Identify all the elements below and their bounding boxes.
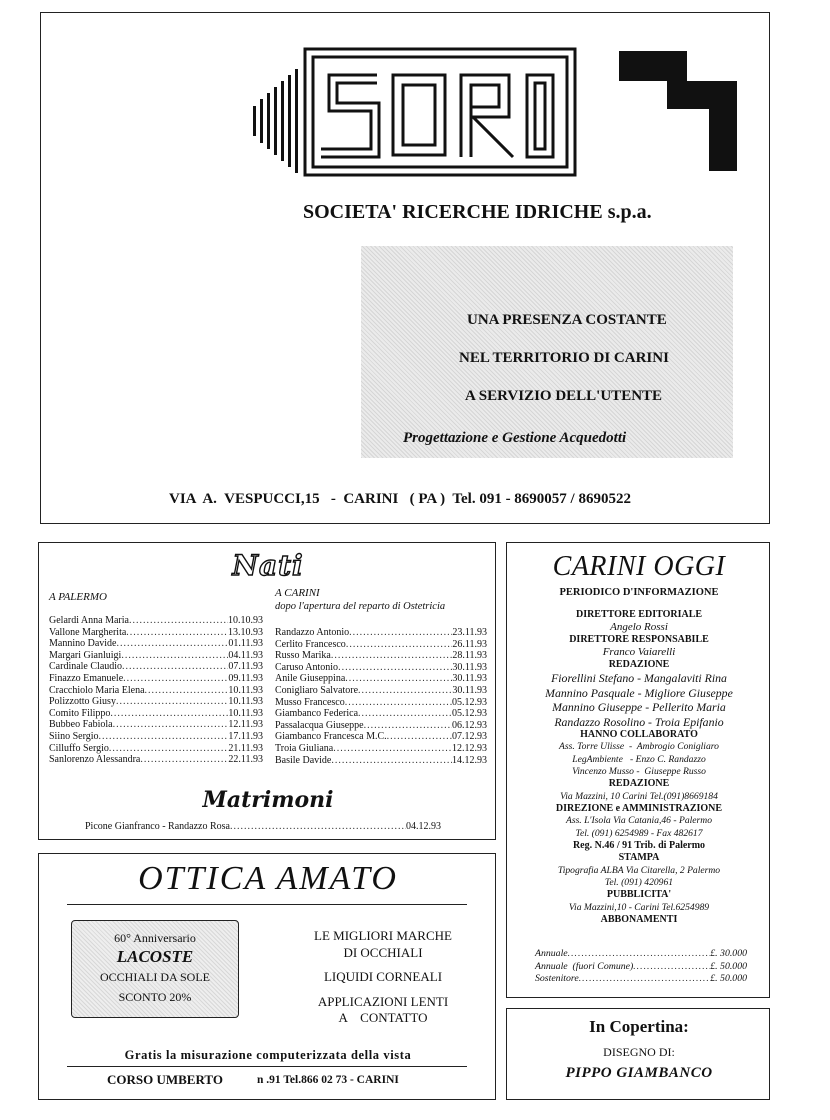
dot-leader xyxy=(345,673,452,685)
ottica-features xyxy=(295,928,471,1027)
masthead-line: DIREZIONE e AMMINISTRAZIONE xyxy=(555,803,723,815)
divider xyxy=(67,1066,467,1067)
birth-entry xyxy=(275,673,487,685)
dot-leader xyxy=(122,661,228,673)
subscription-price: £. 50.000 xyxy=(710,960,747,972)
dot-leader xyxy=(338,662,452,674)
copertina-title: In Copertina: xyxy=(589,1017,689,1036)
dot-leader xyxy=(230,821,406,833)
birth-date: 09.11.93 xyxy=(228,672,263,684)
birth-date: 30.11.93 xyxy=(452,661,487,673)
birth-name: Comito Filippo xyxy=(49,707,111,719)
birth-entry xyxy=(49,638,263,650)
birth-entry xyxy=(275,662,487,674)
birth-entry xyxy=(49,661,263,673)
feature-line-1: LE MIGLIORI MARCHE xyxy=(314,928,452,943)
subscription-row xyxy=(535,973,747,986)
birth-date: 10.11.93 xyxy=(228,696,263,708)
birth-entry xyxy=(275,720,487,732)
masthead-line: DIRETTORE RESPONSABILE xyxy=(569,633,709,645)
dot-leader xyxy=(349,627,452,639)
birth-date: 17.11.93 xyxy=(228,730,263,742)
birth-entry xyxy=(49,673,263,685)
carini-heading: A CARINI xyxy=(275,587,320,599)
birth-entry xyxy=(275,685,487,697)
birth-entry xyxy=(275,639,487,651)
slogan-panel xyxy=(361,246,733,458)
birth-name: Giambanco Francesca M.C. xyxy=(275,731,387,743)
dot-leader xyxy=(110,708,228,720)
dot-leader xyxy=(121,650,228,662)
dot-leader xyxy=(140,754,228,766)
masthead-line: REDAZIONE xyxy=(608,778,670,790)
birth-date: 13.10.93 xyxy=(228,626,263,638)
birth-date: 12.12.93 xyxy=(452,742,487,754)
feature-line-5: A CONTATTO xyxy=(338,1010,428,1025)
masthead-line: HANNO COLLABORATO xyxy=(580,729,698,741)
copertina-line-1: DISEGNO DI: xyxy=(603,1045,675,1059)
carini-subheading: dopo l'apertura del reparto di Ostetricia xyxy=(275,601,446,612)
masthead-line: Mannino Giuseppe - Pellerito Maria xyxy=(552,700,726,715)
dot-leader xyxy=(387,731,452,743)
dot-leader xyxy=(113,719,229,731)
sori-advertisement xyxy=(40,12,770,524)
birth-date: 21.11.93 xyxy=(228,742,263,754)
lacoste-discount: SCONTO 20% xyxy=(118,990,192,1004)
birth-entry xyxy=(49,650,263,662)
birth-date: 04.11.93 xyxy=(228,649,263,661)
masthead-line: Mannino Pasquale - Migliore Giuseppe xyxy=(545,685,733,700)
dot-leader xyxy=(579,973,711,986)
ottica-address: n .91 Tel.866 02 73 - CARINI xyxy=(257,1074,399,1086)
birth-name: Cardinale Claudio xyxy=(49,661,123,673)
masthead-line: Via Mazzini, 10 Carini Tel.(091)8669184 xyxy=(560,790,718,802)
birth-date: 06.12.93 xyxy=(452,719,487,731)
dot-leader xyxy=(358,685,452,697)
dot-leader xyxy=(116,696,228,708)
nati-title: Nati xyxy=(232,549,304,582)
birth-name: Vallone Margherita xyxy=(49,626,127,638)
birth-entry xyxy=(275,650,487,662)
matrimoni-names: Picone Gianfranco - Randazzo Rosa xyxy=(85,821,230,832)
birth-name: Siino Sergio xyxy=(49,730,99,742)
dot-leader xyxy=(346,639,453,651)
birth-date: 12.11.93 xyxy=(228,719,263,731)
subscription-price: £. 50.000 xyxy=(710,973,747,984)
palermo-heading: A PALERMO xyxy=(49,591,107,603)
lacoste-product: OCCHIALI DA SOLE xyxy=(100,970,210,984)
birth-name: Anile Giuseppina xyxy=(275,673,346,685)
dot-leader xyxy=(568,948,711,961)
matrimoni-title: Matrimoni xyxy=(202,787,334,813)
birth-date: 26.11.93 xyxy=(452,638,487,650)
ottica-title: OTTICA AMATO xyxy=(138,860,398,897)
dot-leader xyxy=(123,673,228,685)
service-line: Progettazione e Gestione Acquedotti xyxy=(403,430,627,446)
birth-name: Bubbeo Fabiola xyxy=(49,719,113,731)
masthead-line: Franco Vaiarelli xyxy=(602,646,676,659)
masthead-line: Fiorellini Stefano - Mangalaviti Rina xyxy=(551,671,727,686)
birth-name: Russo Marika xyxy=(275,650,331,662)
dot-leader xyxy=(358,708,452,720)
masthead-line: LegAmbiente - Enzo C. Randazzo xyxy=(572,753,706,765)
subscription-label: Sostenitore xyxy=(535,973,579,984)
masthead-line: DIRETTORE EDITORIALE xyxy=(575,609,703,620)
dot-leader xyxy=(126,627,228,639)
sori-logo xyxy=(247,41,747,191)
dot-leader xyxy=(129,615,228,627)
sori-logo-mark-icon xyxy=(619,51,737,171)
carini-births-list xyxy=(275,627,487,766)
cover-credit-section xyxy=(506,1008,770,1100)
birth-date: 10.11.93 xyxy=(228,684,263,696)
dot-leader xyxy=(109,743,228,755)
carini-oggi-subtitle: PERIODICO D'INFORMAZIONE xyxy=(559,587,719,598)
births-section xyxy=(38,542,496,840)
masthead-section xyxy=(506,542,770,998)
masthead-line: Ass. L'Isola Via Catania,46 - Palermo xyxy=(565,815,713,827)
birth-name: Sanlorenzo Alessandra xyxy=(49,754,141,766)
birth-entry xyxy=(275,731,487,743)
dot-leader xyxy=(145,685,229,697)
birth-date: 10.10.93 xyxy=(228,615,263,626)
masthead-line: REDAZIONE xyxy=(608,658,670,670)
divider xyxy=(67,904,467,905)
birth-name: Passalacqua Giuseppe xyxy=(275,719,364,731)
lacoste-brand: LACOSTE xyxy=(116,947,194,966)
slogan-line-1: UNA PRESENZA COSTANTE xyxy=(467,312,667,328)
subscription-row xyxy=(535,948,747,961)
sori-logo-stripes-icon xyxy=(253,69,298,173)
birth-entry xyxy=(275,743,487,755)
birth-date: 07.11.93 xyxy=(228,661,263,673)
dot-leader xyxy=(364,720,452,732)
feature-line-2: DI OCCHIALI xyxy=(343,944,423,960)
birth-date: 22.11.93 xyxy=(228,754,263,766)
birth-date: 30.11.93 xyxy=(452,684,487,696)
birth-date: 23.11.93 xyxy=(452,627,487,638)
birth-date: 07.12.93 xyxy=(452,731,487,743)
birth-name: Troia Giuliana xyxy=(275,742,334,754)
birth-name: Gelardi Anna Maria xyxy=(49,615,129,626)
dot-leader xyxy=(117,638,229,650)
masthead-credits xyxy=(507,609,771,927)
ottica-street: CORSO UMBERTO xyxy=(107,1072,223,1087)
birth-name: Randazzo Antonio xyxy=(275,627,350,638)
masthead-line: Ass. Torre Ulisse - Ambrogio Conigliaro xyxy=(559,741,719,753)
birth-name: Margari Gianluigi xyxy=(49,649,122,661)
birth-entry xyxy=(49,754,263,766)
birth-entry xyxy=(49,685,263,697)
ottica-advertisement xyxy=(38,853,496,1100)
birth-entry xyxy=(275,708,487,720)
masthead-line: Tel. (091) 6254989 - Fax 482617 xyxy=(575,827,703,839)
dot-leader xyxy=(331,650,453,662)
masthead-line: Via Mazzini,10 - Carini Tel.6254989 xyxy=(568,901,710,913)
ottica-footer: Gratis la misurazione computerizzata della vista xyxy=(124,1048,412,1062)
dot-leader xyxy=(345,697,452,709)
birth-entry xyxy=(49,615,263,627)
birth-entry xyxy=(49,696,263,708)
birth-entry xyxy=(49,743,263,755)
subscription-row xyxy=(535,961,747,974)
dot-leader xyxy=(333,743,452,755)
birth-entry xyxy=(49,627,263,639)
slogan-line-3: A SERVIZIO DELL'UTENTE xyxy=(465,388,663,404)
birth-name: Cilluffo Sergio xyxy=(49,742,109,754)
subscription-label: Annuale xyxy=(535,948,568,959)
birth-date: 01.11.93 xyxy=(228,638,263,650)
feature-line-3: LIQUIDI CORNEALI xyxy=(323,969,443,984)
birth-name: Finazzo Emanuele xyxy=(49,672,124,684)
birth-name: Musso Francesco xyxy=(275,696,345,708)
birth-entry xyxy=(275,697,487,709)
birth-date: 14.12.93 xyxy=(452,754,487,766)
masthead-line: Angelo Rossi xyxy=(610,621,668,634)
birth-entry xyxy=(49,731,263,743)
sori-address: VIA A. VESPUCCI,15 - CARINI ( PA ) Tel. 091 - 8690057 / 8690522 xyxy=(169,491,631,507)
subscription-label: Annuale (fuori Comune) xyxy=(535,960,634,972)
lacoste-promo xyxy=(71,920,239,1018)
birth-date: 05.12.93 xyxy=(452,696,487,708)
slogan-line-2: NEL TERRITORIO DI CARINI xyxy=(459,350,669,366)
birth-date: 05.12.93 xyxy=(452,708,487,720)
masthead-line: Tipografia ALBA Via Citarella, 2 Palermo xyxy=(557,864,721,876)
birth-name: Polizzotto Giusy xyxy=(49,696,116,708)
masthead-line: STAMPA xyxy=(618,852,660,864)
masthead-line: Reg. N.46 / 91 Trib. di Palermo xyxy=(572,840,706,852)
birth-name: Mannino Davide xyxy=(49,638,117,650)
feature-line-4: APPLICAZIONI LENTI xyxy=(317,993,449,1009)
matrimoni-date: 04.12.93 xyxy=(406,821,441,832)
birth-date: 30.11.93 xyxy=(452,673,487,685)
lacoste-anniversary: 60° Anniversario xyxy=(114,931,196,945)
birth-name: Conigliaro Salvatore xyxy=(275,684,359,696)
masthead-line: Randazzo Rosolino - Troia Epifanio xyxy=(554,714,724,729)
birth-name: Giambanco Federica xyxy=(275,708,359,720)
palermo-births-list xyxy=(49,615,263,766)
birth-entry xyxy=(49,708,263,720)
birth-name: Caruso Antonio xyxy=(275,661,339,673)
company-name: SOCIETA' RICERCHE IDRICHE s.p.a. xyxy=(303,201,652,223)
dot-leader xyxy=(331,755,452,767)
copertina-artist: PIPPO GIAMBANCO xyxy=(565,1065,713,1081)
subscription-price: £. 30.000 xyxy=(710,948,747,959)
carini-oggi-title: CARINI OGGI xyxy=(552,551,726,582)
dot-leader xyxy=(99,731,229,743)
masthead-line: ABBONAMENTI xyxy=(600,914,678,926)
matrimoni-entry xyxy=(85,821,441,833)
birth-name: Cracchiolo Maria Elena xyxy=(49,684,145,696)
birth-entry xyxy=(275,627,487,639)
masthead-line: PUBBLICITA' xyxy=(606,889,672,901)
dot-leader xyxy=(633,961,710,974)
birth-date: 28.11.93 xyxy=(452,650,487,662)
birth-name: Cerlito Francesco xyxy=(275,638,346,650)
birth-date: 10.11.93 xyxy=(228,707,263,719)
birth-entry xyxy=(49,719,263,731)
subscriptions-list xyxy=(535,948,747,986)
birth-name: Basile Davide xyxy=(275,754,332,766)
birth-entry xyxy=(275,755,487,767)
masthead-line: Vincenzo Musso - Giuseppe Russo xyxy=(572,766,706,778)
masthead-line: Tel. (091) 420961 xyxy=(604,877,674,889)
